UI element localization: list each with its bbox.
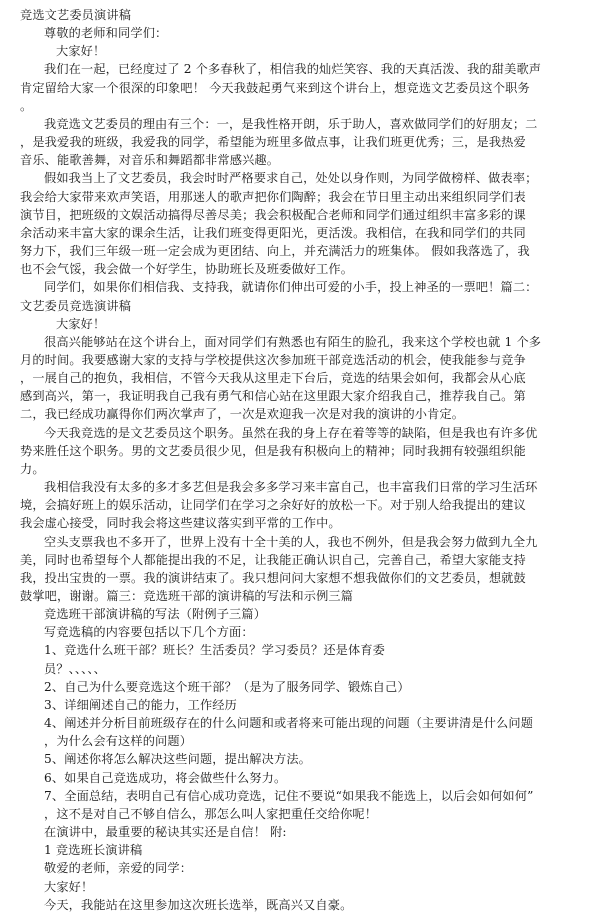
text-line: 我会虚心接受，同时我会将这些建议落实到平常的工作中。 [20, 516, 341, 531]
text-line: 很高兴能够站在这个讲台上，面对同学们有熟悉也有陌生的脸孔，我来这个学校也就 1 个多 [44, 334, 542, 349]
text-line: 4、阐述并分析目前班级存在的什么问题和或者将来可能出现的问题（主要讲清是什么问题 [44, 716, 534, 731]
text-line: 大家好！ [56, 44, 106, 59]
text-line: 我会给大家带来欢声笑语，用那迷人的歌声把你们陶醉；我会在节日里主动出来组织同学们表 [20, 189, 526, 204]
text-line: 假如我当上了文艺委员，我会时时严格要求自己，处处以身作则，为同学做榜样、做表率； [44, 171, 538, 186]
text-line: 余活动来丰富大家的课余生活，让我们班变得更阳光，更活泼。我相信，在我和同学们的共同 [20, 225, 526, 240]
text-line: 在演讲中，最重要的秘诀其实还是自信！ 附: [44, 825, 287, 840]
text-line: 竞选文艺委员演讲稿 [20, 8, 132, 22]
text-line: 我们在一起，已经度过了 2 个多春秋了，相信我的灿烂笑容、我的天真活泼、我的甜美歌声 [44, 62, 542, 77]
text-line: 6、如果自己竞选成功，将会做些什么努力。 [44, 770, 287, 785]
text-line: ，是我爱我的班级，我爱我的同学，希望能为班里多做点事，让我们班更优秀；三，是我热爱 [20, 135, 526, 150]
text-line: 美，同时也希望每个人都能提出我的不足，让我能正确认识自己，完善自己，希望大家能支持 [20, 552, 526, 567]
text-line: ，为什么会有这样的问题） [44, 734, 193, 749]
text-line: 今天，我能站在这里参加这次班长选举，既高兴又自豪。 [44, 897, 353, 912]
text-line: 3、详细阐述自己的能力，工作经历 [44, 697, 237, 712]
text-line: 1、竞选什么班干部？班长？生活委员？学习委员？还是体育委 [44, 643, 386, 658]
text-line: 境，会搞好班上的娱乐活动，让同学们在学习之余好好的放松一下。对于别人给我提出的建议 [20, 498, 526, 513]
text-line: 7、全面总结，表明自己有信心成功竞选，记住不要说“如果我不能选上，以后会如何如何” [44, 788, 534, 803]
text-line: 同学们，如果你们相信我、支持我，就请你们伸出可爱的小手，投上神圣的一票吧！篇二： [44, 280, 538, 295]
text-line: 大家好！ [44, 879, 94, 894]
text-line: 月的时间。我要感谢大家的支持与学校提供这次参加班干部竞选活动的机会，使我能参与竞争 [20, 352, 526, 367]
text-line: 员？、、、、、 [44, 661, 106, 676]
text-line: 。 [20, 98, 33, 113]
text-line: 我竞选文艺委员的理由有三个：一，是我性格开朗，乐于助人，喜欢做同学们的好朋友；二 [44, 116, 538, 131]
text-line: 肯定留给大家一个很深的印象吧！ 今天我鼓起勇气来到这个讲台上，想竞选文艺委员这个职务 [20, 80, 530, 95]
document-body [20, 6, 584, 914]
text-line: 2、自己为什么要竞选这个班干部？（是为了服务同学、锻炼自己） [44, 679, 410, 694]
text-line: 势来胜任这个职务。男的文艺委员很少见，但是我有积极向上的精神；同时我拥有较强组织能 [20, 443, 526, 458]
text-line: 空头支票我也不多开了，世界上没有十全十美的人，我也不例外，但是我会努力做到九全九 [44, 534, 538, 549]
text-line: 尊敬的老师和同学们： [44, 26, 168, 41]
text-line: ，这不是对自己不够自信么，那怎么叫人家把重任交给你呢！ [44, 806, 378, 821]
text-line: 大家好！ [56, 316, 106, 331]
text-line: 我，投出宝贵的一票。我的演讲结束了。我只想问问大家想不想我做你们的文艺委员，想就鼓 [20, 570, 526, 585]
text-line: 感到高兴，第一，我证明我自己我有勇气和信心站在这里跟大家介绍我自己，推荐我自己。第 [20, 389, 526, 404]
text-line: 鼓掌吧，谢谢。篇三：竞选班干部的演讲稿的写法和示例三篇 [20, 589, 354, 603]
text-line: 文艺委员竞选演讲稿 [20, 298, 132, 313]
text-line: 演节目，把班级的文娱活动搞得尽善尽美；我会积极配合老师和同学们通过组织丰富多彩的课 [20, 207, 526, 222]
text-line: 写竞选稿的内容要包括以下几个方面： [44, 625, 254, 640]
text-line: ，一展自己的抱负，我相信，不管今天我从这里走下台后，竞选的结果会如何，我都会从心底 [20, 371, 526, 386]
text-line: 5、阐述你将怎么解决这些问题，提出解决方法。 [44, 752, 311, 767]
text-line: 敬爱的老师，亲爱的同学： [44, 861, 193, 876]
text-line: 二，我已经成功赢得你们两次掌声了，一次是欢迎我一次是对我的演讲的小肯定。 [20, 407, 465, 422]
text-line: 1 竞选班长演讲稿 [44, 843, 143, 858]
text-line: 努力下，我们三年级一班一定会成为更团结、向上，并充满活力的班集体。 假如我落选了，我 [20, 244, 530, 259]
text-line: 今天我竞选的是文艺委员这个职务。虽然在我的身上存在着等等的缺陷，但是我也有许多优 [44, 425, 538, 440]
text-line: 我相信我没有太多的多才多艺但是我会多多学习来丰富自己，也丰富我们日常的学习生活环 [44, 480, 538, 495]
text-line: 也不会气馁，我会做一个好学生，协助班长及班委做好工作。 [20, 262, 354, 277]
text-line: 竞选班干部演讲稿的写法（附例子三篇） [44, 607, 267, 622]
text-line: 音乐、能歌善舞，对音乐和舞蹈都非常感兴趣。 [20, 153, 280, 168]
text-line: 力。 [20, 461, 45, 476]
